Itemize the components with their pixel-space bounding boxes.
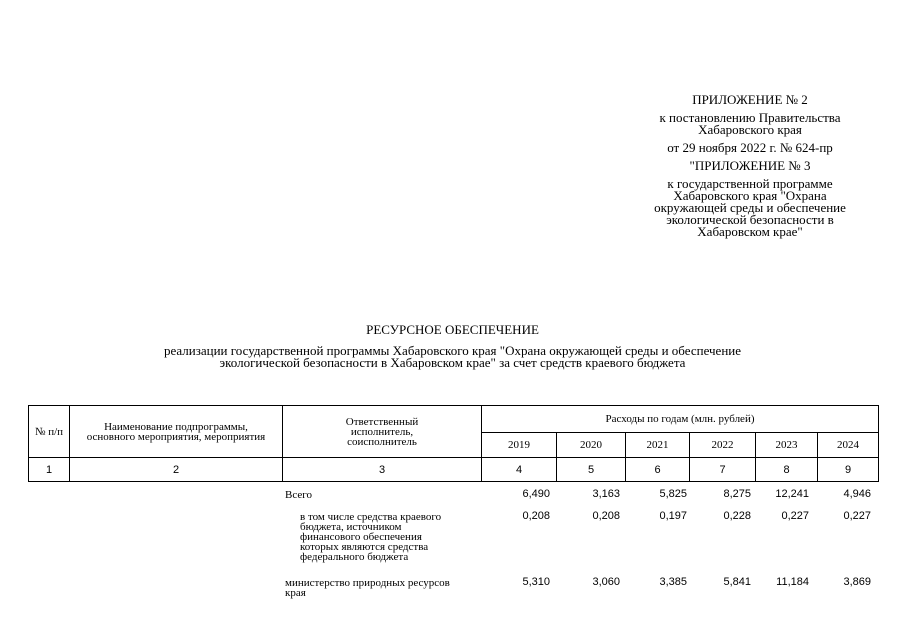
table-row-total <box>28 488 878 508</box>
appendix-title-2: "ПРИЛОЖЕНИЕ № 3 <box>689 158 811 173</box>
row-value: 0,208 <box>522 510 550 522</box>
row-value: 0,228 <box>723 510 751 522</box>
row-label: министерство природных ресурсов края <box>285 577 450 599</box>
column-number: 2 <box>70 458 283 482</box>
row-value: 3,385 <box>659 576 687 588</box>
row-label: Всего <box>285 489 312 501</box>
table-row-federal-funds <box>28 510 878 570</box>
appendix-to-decree: к постановлению Правительства Хабаровского края <box>659 110 841 137</box>
row-value: 5,310 <box>522 576 550 588</box>
header-col-expenses: Расходы по годам (млн. рублей) <box>482 406 879 433</box>
row-value: 0,208 <box>592 510 620 522</box>
table-row-ministry <box>28 576 878 604</box>
row-value: 5,841 <box>723 576 751 588</box>
header-year: 2019 <box>482 433 557 458</box>
header-col-name: Наименование подпрограммы, основного мероприятия, мероприятия <box>70 406 283 458</box>
document-title: РЕСУРСНОЕ ОБЕСПЕЧЕНИЕ <box>366 322 539 337</box>
row-value: 11,184 <box>776 576 809 588</box>
appendix-to-program: к государственной программе Хабаровского края "Охрана окружающей среды и обеспечение экологической безопасности в Хабаровском крае" <box>654 176 846 239</box>
row-value: 3,869 <box>843 576 871 588</box>
resource-table-header <box>28 405 879 482</box>
column-number: 8 <box>756 458 818 482</box>
row-value: 4,946 <box>843 488 871 500</box>
column-number: 6 <box>626 458 690 482</box>
header-year: 2023 <box>756 433 818 458</box>
column-number: 3 <box>283 458 482 482</box>
row-value: 0,227 <box>781 510 809 522</box>
row-value: 12,241 <box>775 488 809 500</box>
appendix-title: ПРИЛОЖЕНИЕ № 2 <box>692 92 808 107</box>
header-year: 2021 <box>626 433 690 458</box>
column-number: 1 <box>29 458 70 482</box>
header-year: 2022 <box>690 433 756 458</box>
row-value: 3,163 <box>592 488 620 500</box>
header-col-executor: Ответственный исполнитель, соисполнитель <box>283 406 482 458</box>
header-year: 2020 <box>557 433 626 458</box>
row-value: 0,227 <box>843 510 871 522</box>
header-col-no: № п/п <box>29 406 70 458</box>
row-value: 0,197 <box>659 510 687 522</box>
column-number: 9 <box>818 458 879 482</box>
document-subtitle: реализации государственной программы Хабаровского края "Охрана окружающей среды и обеспечение экологической безопасности в Хабаровском крае" за счет средств краевого бюджета <box>163 343 742 370</box>
appendix-date-number: от 29 ноября 2022 г. № 624-пр <box>667 140 833 155</box>
column-number: 4 <box>482 458 557 482</box>
header-year: 2024 <box>818 433 879 458</box>
row-value: 8,275 <box>723 488 751 500</box>
row-value: 3,060 <box>592 576 620 588</box>
row-label: в том числе средства краевого бюджета, источником финансового обеспечения которых являются средства федерального бюджета <box>300 511 442 563</box>
document-heading <box>0 324 905 369</box>
row-value: 6,490 <box>522 488 550 500</box>
row-value: 5,825 <box>659 488 687 500</box>
column-number: 7 <box>690 458 756 482</box>
appendix-block <box>620 94 880 244</box>
column-number: 5 <box>557 458 626 482</box>
